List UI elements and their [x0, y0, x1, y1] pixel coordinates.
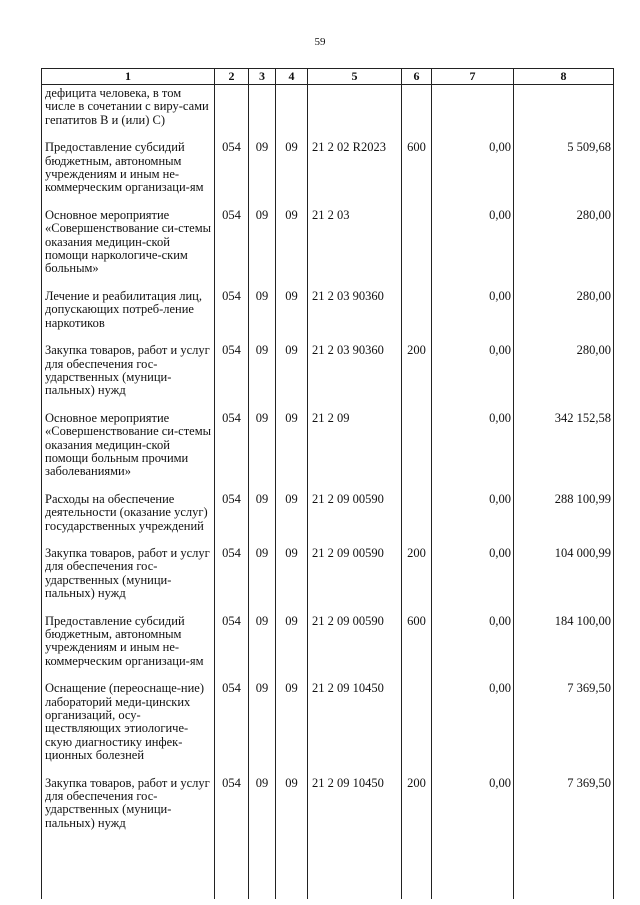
- item-name: Закупка товаров, работ и услуг для обеспечения гос-ударственных (муници-пальных) нужд: [42, 777, 215, 845]
- table-row: [42, 547, 614, 615]
- ministry-code: [215, 85, 249, 142]
- expense-type-code: [402, 85, 432, 142]
- section-code: 09: [249, 682, 276, 776]
- col-header: 8: [514, 69, 614, 85]
- table-row: [42, 777, 614, 845]
- ministry-code: 054: [215, 777, 249, 845]
- item-name: Лечение и реабилитация лиц, допускающих потреб-ление наркотиков: [42, 290, 215, 344]
- item-name: Основное мероприятие «Совершенствование си-стемы оказания медицин-ской помощи наркологиче-ским больным»: [42, 209, 215, 290]
- section-code: 09: [249, 547, 276, 615]
- expense-type-code: 200: [402, 777, 432, 845]
- subsection-code: 09: [276, 412, 308, 493]
- col-header: 7: [432, 69, 514, 85]
- target-article-code: 21 2 09 00590: [308, 493, 402, 547]
- section-code: 09: [249, 290, 276, 344]
- amount-col8: [514, 85, 614, 142]
- empty-cell: [42, 844, 215, 899]
- target-article-code: 21 2 02 R2023: [308, 141, 402, 209]
- item-name: Закупка товаров, работ и услуг для обеспечения гос-ударственных (муници-пальных) нужд: [42, 344, 215, 412]
- target-article-code: 21 2 09: [308, 412, 402, 493]
- table-row: [42, 290, 614, 344]
- item-name: Предоставление субсидий бюджетным, автономным учреждениям и иным не-коммерческим организаци-ям: [42, 141, 215, 209]
- subsection-code: 09: [276, 615, 308, 683]
- table-row: [42, 141, 614, 209]
- subsection-code: 09: [276, 547, 308, 615]
- amount-col8: 280,00: [514, 290, 614, 344]
- amount-col8: 7 369,50: [514, 777, 614, 845]
- section-code: 09: [249, 777, 276, 845]
- ministry-code: 054: [215, 682, 249, 776]
- amount-col7: 0,00: [432, 493, 514, 547]
- amount-col8: 7 369,50: [514, 682, 614, 776]
- table-row: [42, 682, 614, 776]
- target-article-code: 21 2 09 10450: [308, 682, 402, 776]
- amount-col7: 0,00: [432, 615, 514, 683]
- section-code: 09: [249, 209, 276, 290]
- target-article-code: [308, 85, 402, 142]
- amount-col8: 280,00: [514, 209, 614, 290]
- col-header: 5: [308, 69, 402, 85]
- amount-col7: 0,00: [432, 412, 514, 493]
- expense-type-code: [402, 493, 432, 547]
- empty-cell: [432, 844, 514, 899]
- target-article-code: 21 2 03: [308, 209, 402, 290]
- expense-type-code: 200: [402, 344, 432, 412]
- amount-col8: 184 100,00: [514, 615, 614, 683]
- target-article-code: 21 2 09 00590: [308, 547, 402, 615]
- target-article-code: 21 2 03 90360: [308, 290, 402, 344]
- section-code: [249, 85, 276, 142]
- subsection-code: 09: [276, 209, 308, 290]
- item-name: Закупка товаров, работ и услуг для обеспечения гос-ударственных (муници-пальных) нужд: [42, 547, 215, 615]
- subsection-code: 09: [276, 493, 308, 547]
- table-filler-row: [42, 844, 614, 899]
- section-code: 09: [249, 344, 276, 412]
- ministry-code: 054: [215, 412, 249, 493]
- amount-col8: 288 100,99: [514, 493, 614, 547]
- ministry-code: 054: [215, 615, 249, 683]
- expense-type-code: [402, 290, 432, 344]
- section-code: 09: [249, 141, 276, 209]
- amount-col8: 280,00: [514, 344, 614, 412]
- target-article-code: 21 2 09 10450: [308, 777, 402, 845]
- col-header: 3: [249, 69, 276, 85]
- subsection-code: 09: [276, 290, 308, 344]
- section-code: 09: [249, 493, 276, 547]
- amount-col7: 0,00: [432, 209, 514, 290]
- item-name: дефицита человека, в том числе в сочетании с виру-сами гепатитов В и (или) С): [42, 85, 215, 142]
- col-header: 2: [215, 69, 249, 85]
- amount-col7: 0,00: [432, 682, 514, 776]
- amount-col7: 0,00: [432, 290, 514, 344]
- amount-col7: 0,00: [432, 777, 514, 845]
- page-number: 59: [314, 36, 326, 48]
- empty-cell: [276, 844, 308, 899]
- col-header: 4: [276, 69, 308, 85]
- expense-type-code: 600: [402, 141, 432, 209]
- amount-col7: [432, 85, 514, 142]
- table-row: [42, 209, 614, 290]
- ministry-code: 054: [215, 141, 249, 209]
- amount-col8: 5 509,68: [514, 141, 614, 209]
- empty-cell: [402, 844, 432, 899]
- amount-col8: 342 152,58: [514, 412, 614, 493]
- ministry-code: 054: [215, 547, 249, 615]
- item-name: Расходы на обеспечение деятельности (оказание услуг) государственных учреждений: [42, 493, 215, 547]
- table-row: [42, 493, 614, 547]
- expense-type-code: [402, 682, 432, 776]
- table-row: [42, 85, 614, 142]
- expense-type-code: [402, 412, 432, 493]
- item-name: Предоставление субсидий бюджетным, автономным учреждениям и иным не-коммерческим организаци-ям: [42, 615, 215, 683]
- expense-type-code: [402, 209, 432, 290]
- item-name: Оснащение (переоснаще-ние) лабораторий меди-цинских организаций, осу-ществляющих этиологиче-скую диагностику инфек-ционных болезней: [42, 682, 215, 776]
- amount-col7: 0,00: [432, 344, 514, 412]
- subsection-code: 09: [276, 141, 308, 209]
- amount-col7: 0,00: [432, 547, 514, 615]
- amount-col7: 0,00: [432, 141, 514, 209]
- expense-type-code: 200: [402, 547, 432, 615]
- target-article-code: 21 2 03 90360: [308, 344, 402, 412]
- ministry-code: 054: [215, 209, 249, 290]
- empty-cell: [215, 844, 249, 899]
- empty-cell: [249, 844, 276, 899]
- ministry-code: 054: [215, 493, 249, 547]
- ministry-code: 054: [215, 344, 249, 412]
- table-row: [42, 344, 614, 412]
- header-row: [42, 69, 614, 85]
- empty-cell: [308, 844, 402, 899]
- empty-cell: [514, 844, 614, 899]
- section-code: 09: [249, 412, 276, 493]
- col-header: 1: [42, 69, 215, 85]
- table-row: [42, 615, 614, 683]
- amount-col8: 104 000,99: [514, 547, 614, 615]
- expense-type-code: 600: [402, 615, 432, 683]
- budget-table: [41, 68, 614, 899]
- col-header: 6: [402, 69, 432, 85]
- subsection-code: 09: [276, 682, 308, 776]
- subsection-code: 09: [276, 344, 308, 412]
- item-name: Основное мероприятие «Совершенствование си-стемы оказания медицин-ской помощи больным прочими заболеваниями»: [42, 412, 215, 493]
- subsection-code: [276, 85, 308, 142]
- section-code: 09: [249, 615, 276, 683]
- ministry-code: 054: [215, 290, 249, 344]
- subsection-code: 09: [276, 777, 308, 845]
- table-row: [42, 412, 614, 493]
- target-article-code: 21 2 09 00590: [308, 615, 402, 683]
